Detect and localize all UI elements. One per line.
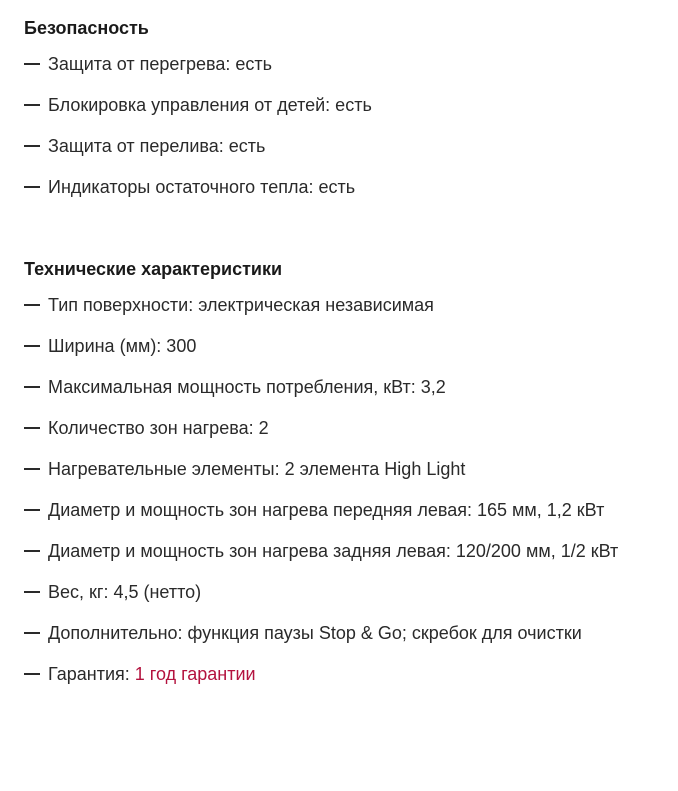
- list-item: [24, 375, 654, 399]
- dash-icon: [24, 304, 40, 306]
- dash-icon: [24, 186, 40, 188]
- specs-title: Технические характеристики: [24, 259, 283, 279]
- list-item: [24, 621, 654, 645]
- list-item-text: Защита от перегрева: есть: [48, 54, 273, 74]
- list-item-text: Блокировка управления от детей: есть: [48, 95, 372, 115]
- dash-icon: [24, 427, 40, 429]
- list-item: [24, 93, 654, 117]
- warranty-label: Гарантия:: [48, 664, 135, 684]
- dash-icon: [24, 591, 40, 593]
- list-item: [24, 416, 654, 440]
- specs-list: [24, 293, 654, 686]
- specs-section: [24, 257, 654, 686]
- warranty-link[interactable]: 1 год гарантии: [134, 664, 256, 684]
- list-item-text: Диаметр и мощность зон нагрева задняя левая: 120/200 мм, 1/2 кВт: [48, 541, 619, 561]
- list-item-text: Тип поверхности: электрическая независимая: [48, 295, 434, 315]
- list-item: [24, 334, 654, 358]
- list-item: [24, 457, 654, 481]
- list-item-text: Индикаторы остаточного тепла: есть: [48, 177, 356, 197]
- dash-icon: [24, 386, 40, 388]
- dash-icon: [24, 673, 40, 675]
- list-item: [24, 580, 654, 604]
- list-item: [24, 134, 654, 158]
- dash-icon: [24, 145, 40, 147]
- safety-title: Безопасность: [24, 18, 149, 38]
- dash-icon: [24, 632, 40, 634]
- list-item-text: Дополнительно: функция паузы Stop & Go; скребок для очистки: [48, 623, 582, 643]
- dash-icon: [24, 104, 40, 106]
- dash-icon: [24, 468, 40, 470]
- list-item-text: Защита от перелива: есть: [48, 136, 266, 156]
- dash-icon: [24, 509, 40, 511]
- list-item-text: Вес, кг: 4,5 (нетто): [48, 582, 202, 602]
- warranty-item: [24, 662, 654, 686]
- list-item-text: Ширина (мм): 300: [48, 336, 197, 356]
- list-item: [24, 539, 654, 563]
- list-item-text: Количество зон нагрева: 2: [48, 418, 269, 438]
- dash-icon: [24, 345, 40, 347]
- dash-icon: [24, 550, 40, 552]
- list-item: [24, 293, 654, 317]
- list-item-text: Нагревательные элементы: 2 элемента High Light: [48, 459, 466, 479]
- safety-list: [24, 52, 654, 199]
- list-item: [24, 175, 654, 199]
- list-item-text: Диаметр и мощность зон нагрева передняя левая: 165 мм, 1,2 кВт: [48, 500, 605, 520]
- safety-section: [24, 16, 654, 199]
- dash-icon: [24, 63, 40, 65]
- list-item: [24, 52, 654, 76]
- list-item: [24, 498, 654, 522]
- list-item-text: Максимальная мощность потребления, кВт: 3,2: [48, 377, 446, 397]
